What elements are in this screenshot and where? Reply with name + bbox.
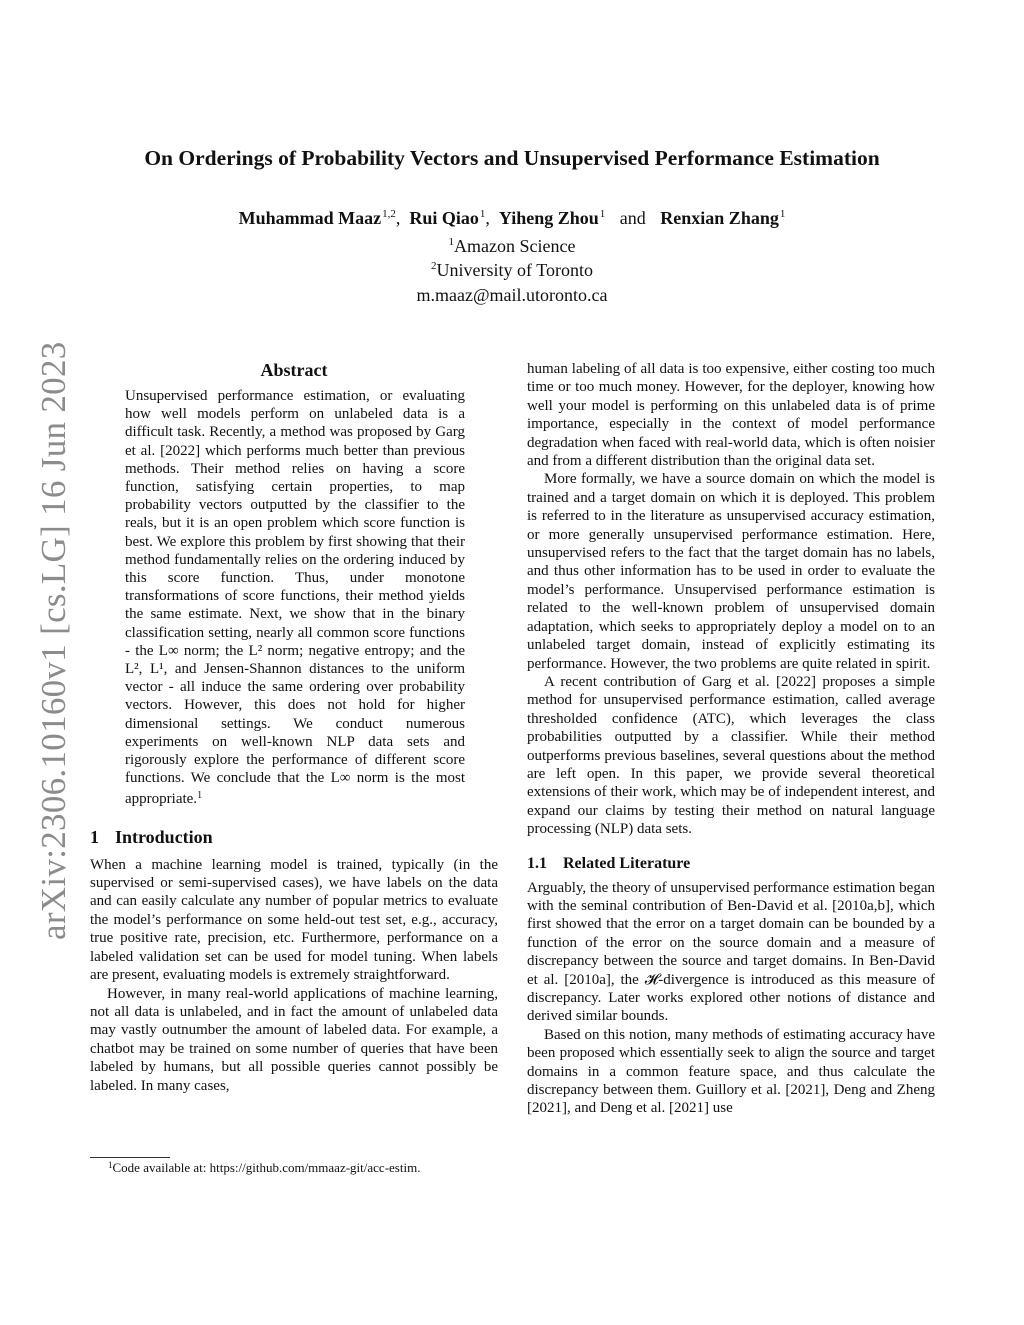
body-paragraph: human labeling of all data is too expensive, either costing too much time or too much money. However, for the deployer, knowing how well your model is performing on this unlabeled data is of prime importance, especially in the context of model performance degradation when faced with real-world data, which is often noisier and from a different distribution than the original data set. xyxy=(527,361,935,470)
author-affiliation-mark: 1 xyxy=(479,208,486,220)
author-name: Renxian Zhang xyxy=(660,208,779,228)
section-title: Introduction xyxy=(115,826,213,847)
abstract-body: Unsupervised performance estimation, or evaluating how well models perform on unlabeled data is a difficult task. Recently, a method was proposed by Garg et al. [2022] which performs much better than previous methods. Their method relies on having a score function, satisfying certain properties, to map probability vectors outputted by the classifier to the reals, but it is an open problem which score function is best. We explore this problem by first showing that their method fundamentally relies on the ordering induced by this score function. Thus, under monotone transformations of score functions, their method yields the same estimate. Next, we show that in the binary classification setting, nearly all common score functions - the L∞ norm; the L² norm; negative entropy; and the L², L¹, and Jensen-Shannon distances to the uniform vector - all induce the same ordering over probability vectors. However, this does not hold for higher dimensional settings. We conduct numerous experiments on well-known NLP data sets and rigorously explore the performance of different score functions. We conclude that the L∞ norm is the most appropriate. xyxy=(125,388,465,808)
affiliation xyxy=(0,260,1024,281)
affiliation-text: Amazon Science xyxy=(454,236,576,256)
footnote-text[interactable]: Code available at: https://github.com/mmaaz-git/acc-estim. xyxy=(112,1160,421,1175)
subsection-number: 1.1 xyxy=(527,854,547,872)
right-column xyxy=(527,360,935,1118)
author-list xyxy=(0,208,1024,229)
footnote xyxy=(108,1160,420,1176)
affiliation-text: University of Toronto xyxy=(436,260,593,280)
left-column xyxy=(90,360,498,1095)
section-number: 1 xyxy=(90,826,99,847)
author-affiliation-mark: 1 xyxy=(779,208,786,220)
section-heading-introduction xyxy=(90,827,498,848)
subsection-heading-related-literature xyxy=(527,855,935,873)
author-name: Muhammad Maaz xyxy=(238,208,382,228)
body-paragraph: More formally, we have a source domain on which the model is trained and a target domain on which it is deployed. This problem is referred to in the literature as unsupervised accuracy estimation, or more generally unsupervised performance estimation. Here, unsupervised refers to the fact that the target domain has no labels, and thus other information has to be used in order to evaluate the model’s performance. Unsupervised performance estimation is related to the well-known problem of unsupervised domain adaptation, which seeks to appropriately deploy a model on to an unlabeled target domain, instead of explicitly estimating its performance. However, the two problems are quite related in spirit. xyxy=(527,471,935,672)
affiliation-number: 2 xyxy=(431,260,437,272)
abstract-heading: Abstract xyxy=(260,360,328,380)
related-literature-paragraph: Arguably, the theory of unsupervised performance estimation began with the seminal contribution of Ben-David et al. [2010a,b], which first showed that the error on a target domain can be bounded by a function of the error on the source domain and a measure of discrepancy between the source and target domains. In Ben-David et al. [2010a], the 𝓗-divergence is introduced as this measure of discrepancy. Later works explored other notions of distance and derived similar bounds. xyxy=(527,879,935,1025)
body-paragraph: A recent contribution of Garg et al. [2022] proposes a simple method for unsupervised performance estimation, called average thresholded confidence (ATC), which leverages the class probabilities outputted by a classifier. While their method outperforms previous baselines, several questions about the method are left open. In this paper, we provide several theoretical extensions of their work, which may be of independent interest, and expand our claims by testing their method on natural language processing (NLP) data sets. xyxy=(527,673,935,838)
abstract-text xyxy=(125,387,465,809)
author-name: Rui Qiao xyxy=(409,208,479,228)
affiliation-number: 1 xyxy=(448,236,455,248)
author-and: and xyxy=(619,208,646,228)
author-affiliation-mark: 1 xyxy=(599,208,606,220)
intro-paragraph: When a machine learning model is trained, typically (in the supervised or semi-supervised cases), we have labels on the data and can easily calculate any number of popular metrics to evaluate the model’s performance on some held-out test set, e.g., accuracy, true positive rate, precision, etc. Furthermore, performance on a labeled validation set can be used for model tuning. When labels are present, evaluating models is extremely straightforward. xyxy=(90,856,498,984)
author-separator: , xyxy=(485,208,490,228)
arxiv-stamp: arXiv:2306.10160v1 [cs.LG] 16 Jun 2023 xyxy=(34,341,73,940)
intro-paragraph: However, in many real-world applications of machine learning, not all data is unlabeled, and in fact the amount of unlabeled data may vastly outnumber the amount of labeled data. For example, a chatbot may be trained on some number of queries that have been labeled by humans, but all possible queries cannot possibly be labeled. In many cases, xyxy=(90,985,498,1094)
footnote-number: 1 xyxy=(108,1160,113,1170)
related-literature-paragraph: Based on this notion, many methods of estimating accuracy have been proposed which essentially seek to align the source and target domains in a common feature space, and thus calculate the discrepancy between them. Guillory et al. [2021], Deng and Zheng [2021], and Deng et al. [2021] use xyxy=(527,1026,935,1117)
footnote-mark[interactable]: 1 xyxy=(197,790,203,802)
author-separator: , xyxy=(395,208,401,228)
paper-title: On Orderings of Probability Vectors and Unsupervised Performance Estimation xyxy=(144,146,880,170)
footnote-rule xyxy=(90,1157,170,1158)
author-name: Yiheng Zhou xyxy=(498,208,599,228)
author-email[interactable]: m.maaz@mail.utoronto.ca xyxy=(416,285,608,305)
subsection-title: Related Literature xyxy=(563,854,691,872)
affiliation xyxy=(0,236,1024,257)
author-affiliation-mark: 1,2 xyxy=(382,208,396,220)
